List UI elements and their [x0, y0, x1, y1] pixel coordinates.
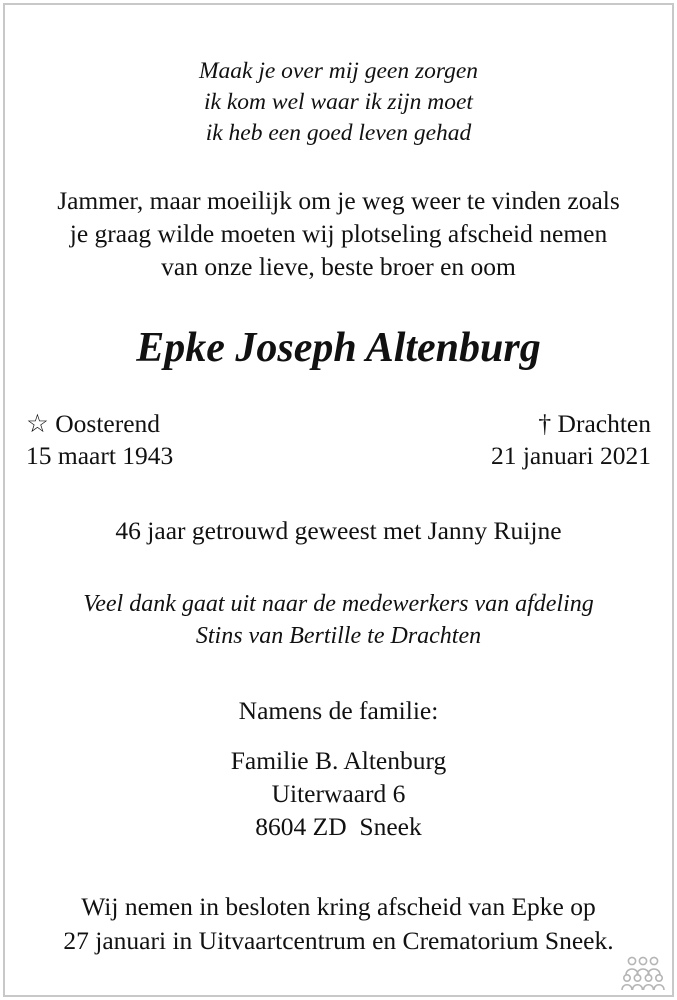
- person-head: [624, 975, 630, 981]
- person-body: [644, 985, 654, 990]
- birth-date: 15 maart 1943: [26, 441, 174, 470]
- farewell-line: Wij nemen in besloten kring afscheid van Epke op: [81, 892, 596, 921]
- intro-line: je graag wilde moeten wij plotseling afscheid nemen: [69, 219, 608, 248]
- person-body: [622, 985, 632, 990]
- intro-line: van onze lieve, beste broer en oom: [161, 252, 516, 281]
- farewell-text: [0, 890, 677, 958]
- person-head: [645, 975, 651, 981]
- person-body: [633, 985, 643, 990]
- person-head: [628, 957, 635, 964]
- thanks-text: [0, 588, 677, 652]
- person-head: [650, 957, 657, 964]
- poem: [0, 56, 677, 149]
- person-head: [634, 975, 640, 981]
- family-address: [0, 744, 677, 843]
- deceased-name: Epke Joseph Altenburg: [136, 325, 541, 371]
- intro-text: [0, 184, 677, 283]
- address-line: Uiterwaard 6: [271, 779, 406, 808]
- address-line: 8604 ZD Sneek: [255, 812, 422, 841]
- death-date: 21 januari 2021: [490, 441, 651, 470]
- notice-border: [3, 3, 674, 997]
- poem-line: ik heb een goed leven gehad: [205, 120, 472, 146]
- person-body: [654, 985, 664, 990]
- marriage-note: 46 jaar getrouwd geweest met Janny Ruijne: [115, 516, 562, 545]
- birth-info: [26, 408, 173, 472]
- thanks-line: Stins van Bertille te Drachten: [195, 623, 482, 649]
- person-head: [639, 957, 646, 964]
- family-label: Namens de familie:: [238, 696, 439, 725]
- thanks-line: Veel dank gaat uit naar de medewerkers van afdeling: [83, 591, 594, 617]
- people-group-icon: [620, 955, 666, 991]
- person-body: [637, 969, 649, 975]
- person-head: [656, 975, 662, 981]
- intro-line: Jammer, maar moeilijk om je weg weer te vinden zoals: [57, 186, 620, 215]
- birth-place: ☆ Oosterend: [26, 409, 161, 438]
- death-info: [491, 408, 651, 472]
- poem-line: ik kom wel waar ik zijn moet: [204, 89, 473, 115]
- poem-line: Maak je over mij geen zorgen: [198, 58, 479, 84]
- death-place: † Drachten: [538, 409, 651, 438]
- farewell-line: 27 januari in Uitvaartcentrum en Crematorium Sneek.: [63, 926, 614, 955]
- address-line: Familie B. Altenburg: [230, 746, 447, 775]
